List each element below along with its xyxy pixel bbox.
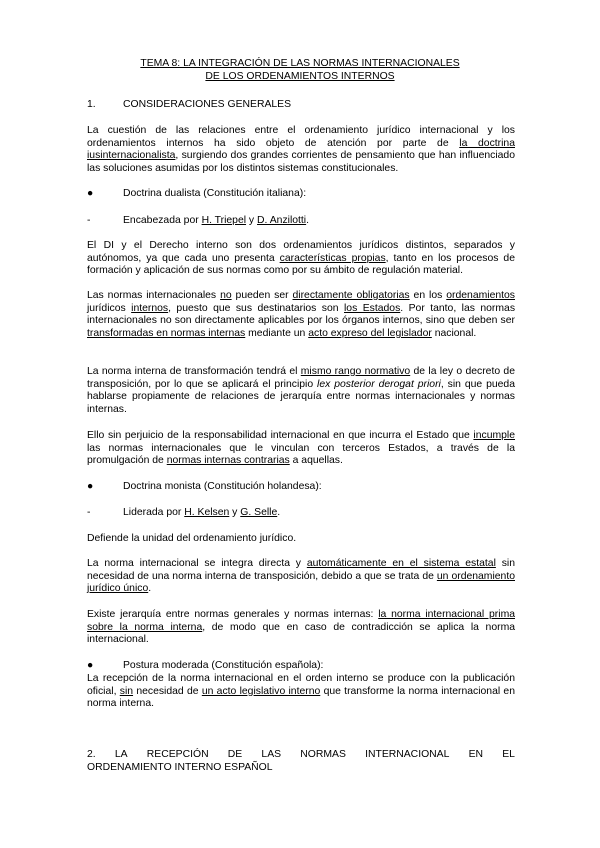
text: y (229, 507, 241, 518)
underlined-text: normas internas contrarias (166, 455, 290, 467)
underlined-text: incumple (473, 430, 515, 441)
text: , de modo que en caso de contradicción se aplica la norma internacional. (87, 621, 515, 646)
dash-icon: - (87, 215, 91, 226)
underlined-text: un ordenamiento jurídico único (87, 570, 515, 595)
underlined-text: los Estados (344, 302, 401, 314)
bullet-text: Postura moderada (Constitución española): (123, 660, 324, 671)
italic-text: lex posterior derogat priori (317, 378, 441, 390)
text: y (246, 215, 258, 226)
heading-word: RECEPCIÓN (146, 749, 209, 760)
text: Existe jerarquía entre normas generales y normas internas: (87, 609, 379, 620)
title-line-1: TEMA 8: LA INTEGRACIÓN DE LAS NORMAS INTERNACIONALES (140, 58, 460, 69)
paragraph-moderada (87, 673, 515, 711)
text: a aquellas. (289, 455, 343, 467)
underlined-text: mismo rango normativo (300, 366, 411, 377)
text: nacional. (431, 327, 477, 339)
text: sin necesidad de una norma interna de transposición, debido a que se trata de (87, 558, 515, 582)
bullet-icon: ● (87, 188, 94, 199)
text: La norma internacional se integra directa y (87, 558, 307, 569)
heading-word: LA (114, 749, 128, 760)
section-2-heading-line-2: ORDENAMIENTO INTERNO ESPAÑOL (87, 761, 273, 773)
text: . Por tanto, las normas internacionales no son directamente aplicables por los órganos internos, sino que deben ser (87, 302, 516, 327)
text: La norma interna de transformación tendrá el (87, 366, 301, 377)
text: que transforme la norma internacional en norma interna. (87, 685, 515, 710)
paragraph-dualista-1 (87, 240, 515, 278)
bullet-icon: ● (87, 481, 94, 492)
paragraph-dualista-3 (87, 366, 515, 416)
page-title (0, 57, 600, 83)
underlined-text: automáticamente en el sistema estatal (306, 558, 496, 569)
text: en los (409, 290, 447, 301)
text: , sin que pueda hablarse propiamente de relaciones de jerarquía entre normas internacionales y normas internas. (87, 378, 515, 415)
underlined-text: ordenamientos (446, 290, 515, 301)
heading-word: EL (502, 749, 515, 760)
text: , tanto en los procesos de formación y aplicación de sus normas como por su ámbito de regulación material. (87, 252, 515, 277)
underlined-text: transformadas en normas internas (87, 327, 246, 339)
paragraph-dualista-2 (87, 290, 515, 340)
paragraph-monista-1 (87, 533, 515, 546)
text: La recepción de la norma internacional en el orden interno se produce con la publicación oficial, (87, 673, 515, 697)
section-1-number: 1. (87, 99, 96, 110)
heading-word: LAS (261, 749, 282, 760)
text: Liderada por (123, 507, 185, 518)
underlined-text: un acto legislativo interno (201, 685, 321, 697)
bullet-text: Doctrina monista (Constitución holandesa): (123, 481, 322, 492)
underlined-text: no (220, 290, 232, 301)
text: pueden ser (231, 290, 293, 301)
text: Las normas internacionales (87, 290, 221, 301)
underlined-text: características propias (279, 252, 386, 264)
text: jurídicos (87, 302, 132, 314)
title-line-2: DE LOS ORDENAMIENTOS INTERNOS (205, 71, 395, 82)
underlined-text: acto expreso del legislador (308, 327, 432, 339)
section-1-title: CONSIDERACIONES GENERALES (123, 99, 292, 110)
paragraph-intro (87, 125, 515, 175)
heading-word: DE (227, 749, 243, 760)
text: mediante un (245, 327, 309, 339)
section-1-heading (87, 99, 291, 112)
text: La cuestión de las relaciones entre el ordenamiento jurídico internacional y los ordenamientos internos ha sido objeto de atención por parte de (87, 125, 515, 149)
heading-word: NORMAS (300, 749, 346, 760)
dash-item-triepel (87, 215, 309, 228)
text: Encabezada por (123, 215, 202, 226)
underlined-text: H. Triepel (201, 215, 247, 226)
underlined-text: sin (119, 685, 134, 697)
bullet-monista (87, 481, 322, 494)
paragraph-dualista-4 (87, 430, 515, 468)
section-2-number: 2. (87, 749, 96, 760)
underlined-text: D. Anzilotti (257, 215, 307, 226)
dash-item-kelsen (87, 507, 280, 520)
dash-icon: - (87, 507, 91, 518)
section-2-heading (87, 749, 515, 774)
underlined-text: G. Selle (240, 507, 278, 518)
section-2-heading-line-1 (87, 749, 515, 762)
heading-word: INTERNACIONAL (365, 749, 450, 760)
underlined-text: H. Kelsen (184, 507, 230, 518)
text: , surgiendo dos grandes corrientes de pensamiento que han influenciado las soluciones asumidas por los distintos sistemas constitucionales. (87, 150, 515, 174)
underlined-text: la doctrina iusinternacionalista (87, 137, 515, 162)
text: necesidad de (133, 685, 202, 697)
bullet-icon: ● (87, 660, 94, 671)
paragraph-monista-2 (87, 558, 515, 596)
text: Defiende la unidad del ordenamiento jurídico. (87, 533, 297, 544)
paragraph-monista-3 (87, 609, 515, 647)
text: , puesto que sus destinatarios son (168, 302, 344, 314)
text: . (306, 215, 310, 226)
underlined-text: internos (131, 302, 169, 314)
underlined-text: directamente obligatorias (292, 290, 410, 301)
bullet-dualista (87, 188, 306, 201)
bullet-text: Doctrina dualista (Constitución italiana): (123, 188, 307, 199)
text: las normas internacionales que le vinculan con terceros Estados, a través de la promulgación de (87, 442, 515, 467)
bullet-moderada (87, 660, 323, 673)
text: . (277, 507, 281, 518)
text: . (148, 583, 152, 595)
text: de la ley o decreto de transposición, por lo que se aplicará el principio (87, 366, 515, 390)
text: Ello sin perjuicio de la responsabilidad internacional en que incurra el Estado que (87, 430, 474, 441)
heading-word: EN (468, 749, 484, 760)
underlined-text: la norma internacional prima sobre la norma interna (87, 609, 515, 633)
text: El DI y el Derecho interno son dos ordenamientos jurídicos distintos, separados y autónomos, ya que cada uno presenta (87, 240, 515, 264)
